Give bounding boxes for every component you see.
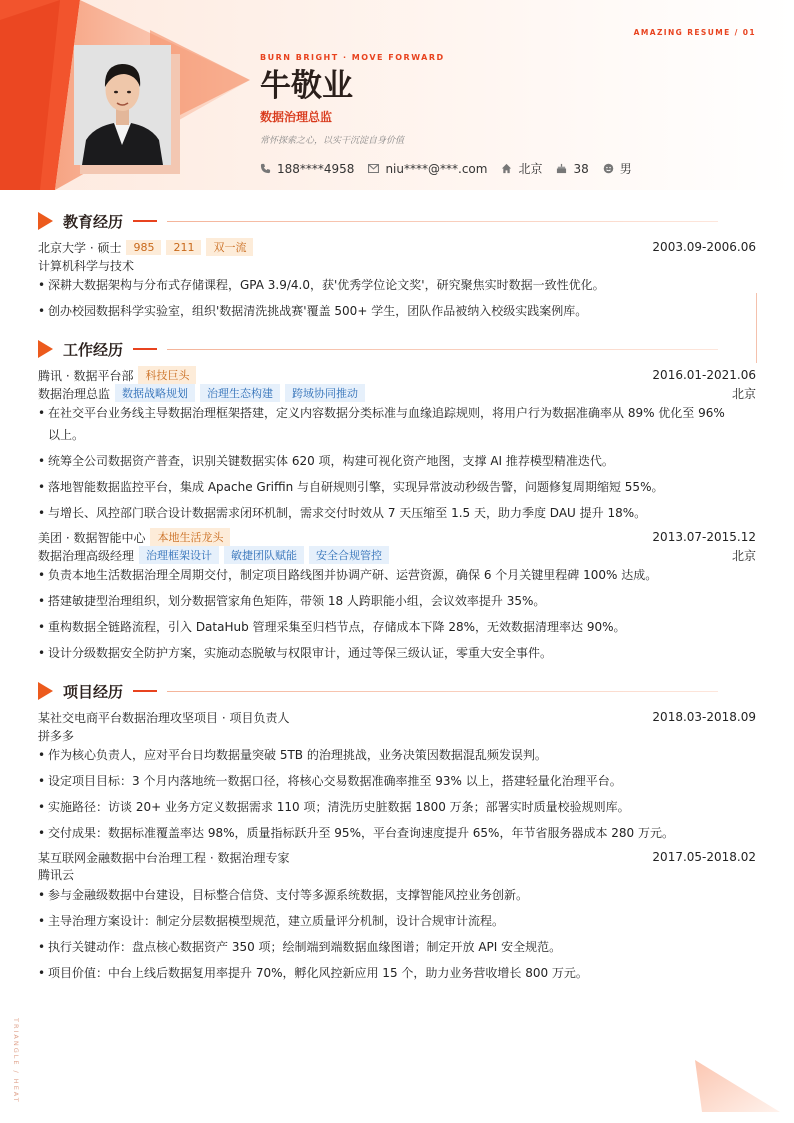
contact-city (501, 160, 542, 177)
contact-age (556, 162, 588, 176)
education-date: 2003.09-2006.06 (652, 240, 756, 254)
section-divider (167, 691, 718, 692)
role-tag: 治理生态构建 (200, 384, 280, 402)
education-tag: 211 (166, 240, 201, 255)
education-tag: 双一流 (206, 238, 253, 256)
project-bullet: • 项目价值：中台上线后数据复用率提升 70%，孵化风控新应用 15 个，助力业务营收增长 800 万元。 (38, 962, 748, 984)
work-date: 2013.07-2015.12 (652, 530, 756, 544)
cake-icon (556, 163, 567, 174)
work-bullet: • 在社交平台业务线主导数据治理框架搭建，定义内容数据分类标准与血缘追踪规则，将用户行为数据准确率从 89% 优化至 96% 以上。 (38, 402, 738, 446)
contact-email (368, 162, 487, 176)
work-entry-header (38, 528, 756, 546)
work-role-row (38, 546, 756, 564)
work-bullet: • 重构数据全链路流程，引入 DataHub 管理采集至归档节点，存储成本下降 28%，无效数据清理率达 90%。 (38, 616, 748, 638)
section-divider (167, 221, 718, 222)
company-name: 美团 · 数据智能中心 (38, 530, 146, 545)
work-bullet: • 搭建敏捷型治理组织，划分数据管家角色矩阵，带领 18 人跨职能小组，会议效率提升 35%。 (38, 590, 748, 612)
section-work (38, 339, 758, 359)
role-tag: 安全合规管控 (309, 546, 389, 564)
section-dash (133, 690, 157, 692)
section-education (38, 211, 758, 231)
project-bullet: • 实施路径：访谈 20+ 业务方定义数据需求 110 项；清洗历史脏数据 1800 万条；部署实时质量校验规则库。 (38, 796, 748, 818)
role-tag: 跨域协同推动 (285, 384, 365, 402)
job-title: 数据治理总监 (260, 110, 333, 124)
project-title: 某互联网金融数据中台治理工程 · 数据治理专家 (38, 850, 290, 865)
resume-tag: AMAZING RESUME / 01 (633, 28, 756, 37)
avatar (74, 45, 171, 165)
vertical-footer-text: TRIANGLE / HEAT (12, 1018, 20, 1104)
work-role-row (38, 384, 756, 402)
project-entry-header (38, 848, 756, 866)
section-projects (38, 681, 758, 701)
education-bullet: • 创办校园数据科学实验室，组织'数据清洗挑战赛'覆盖 500+ 学生，团队作品被纳入校级实践案例库。 (38, 300, 748, 322)
phone-icon (260, 163, 271, 174)
home-icon (501, 163, 512, 174)
project-date: 2017.05-2018.02 (652, 850, 756, 864)
user-icon (603, 163, 614, 174)
education-tag: 985 (126, 240, 161, 255)
work-date: 2016.01-2021.06 (652, 368, 756, 382)
project-bullet: • 设定项目目标：3 个月内落地统一数据口径，将核心交易数据准确率推至 93% 以上，搭建轻量化治理平台。 (38, 770, 748, 792)
triangle-icon (38, 340, 53, 358)
contact-phone (260, 162, 354, 176)
school-name: 北京大学 · 硕士 (38, 240, 122, 255)
education-bullet: • 深耕大数据架构与分布式存储课程，GPA 3.9/4.0，获'优秀学位论文奖'，研究聚焦实时数据一致性优化。 (38, 274, 748, 296)
company-tag: 科技巨头 (138, 366, 196, 384)
footer-decoration (690, 1060, 790, 1120)
motto: BURN BRIGHT · MOVE FORWARD (260, 53, 445, 62)
section-title-education: 教育经历 (63, 212, 124, 231)
profile-photo (74, 45, 171, 165)
work-bullet: • 负责本地生活数据治理全周期交付，制定项目路线图并协调产研、运营资源，确保 6 个月关键里程碑 100% 达成。 (38, 564, 748, 586)
education-entry (38, 238, 756, 256)
project-org: 腾讯云 (38, 868, 75, 882)
gender: 男 (619, 162, 632, 176)
project-title: 某社交电商平台数据治理攻坚项目 · 项目负责人 (38, 710, 290, 725)
section-divider (167, 349, 718, 350)
work-location: 北京 (731, 548, 756, 563)
triangle-icon (38, 682, 53, 700)
work-location: 北京 (731, 386, 756, 401)
work-entry-header (38, 366, 756, 384)
contact-gender (603, 160, 632, 177)
role-tag: 数据战略规划 (115, 384, 195, 402)
project-entry-header (38, 708, 756, 726)
contact-list (260, 160, 646, 177)
project-bullet: • 执行关键动作：盘点核心数据资产 350 项；绘制端到端数据血缘图谱；制定开放 API 安全规范。 (38, 936, 748, 958)
slogan: 常怀探索之心，以实干沉淀自身价值 (260, 136, 405, 146)
section-title-projects: 项目经历 (63, 682, 124, 701)
role-name: 数据治理总监 (38, 386, 111, 401)
work-bullet: • 与增长、风控部门联合设计数据需求闭环机制，需求交付时效从 7 天压缩至 1.5 天，助力季度 DAU 提升 18%。 (38, 502, 748, 524)
header-info (260, 53, 646, 177)
work-bullet: • 统筹全公司数据资产普查，识别关键数据实体 620 项，构建可视化资产地图，支撑 AI 推荐模型精准迭代。 (38, 450, 748, 472)
email-address: niu****@***.com (385, 161, 488, 176)
project-bullet: • 作为核心负责人，应对平台日均数据量突破 5TB 的治理挑战，业务决策因数据混乱频发误判。 (38, 744, 748, 766)
age: 38 (573, 161, 589, 176)
role-tag: 治理框架设计 (139, 546, 219, 564)
triangle-icon (38, 212, 53, 230)
phone-number: 188****4958 (277, 161, 355, 176)
email-icon (368, 164, 379, 173)
work-bullet: • 设计分级数据安全防护方案，实施动态脱敏与权限审计，通过等保三级认证，零重大安全事件。 (38, 642, 748, 664)
education-major: 计算机科学与技术 (38, 259, 135, 273)
project-bullet: • 参与金融级数据中台建设，目标整合信贷、支付等多源系统数据，支撑智能风控业务创新。 (38, 884, 748, 906)
project-date: 2018.03-2018.09 (652, 710, 756, 724)
company-tag: 本地生活龙头 (150, 528, 230, 546)
candidate-name: 牛敬业 (260, 68, 353, 104)
role-tag: 敏捷团队赋能 (224, 546, 304, 564)
role-name: 数据治理高级经理 (38, 548, 135, 563)
section-dash (133, 348, 157, 350)
project-bullet: • 交付成果：数据标准覆盖率达 98%，质量指标跃升至 95%，平台查询速度提升 65%，年节省服务器成本 280 万元。 (38, 822, 766, 844)
project-bullet: • 主导治理方案设计：制定分层数据模型规范，建立质量评分机制，设计合规审计流程。 (38, 910, 748, 932)
work-bullet: • 落地智能数据监控平台，集成 Apache Griffin 与自研规则引擎，实现异常波动秒级告警，问题修复周期缩短 55%。 (38, 476, 748, 498)
section-title-work: 工作经历 (63, 340, 124, 359)
project-org: 拼多多 (38, 729, 75, 743)
company-name: 腾讯 · 数据平台部 (38, 368, 134, 383)
city: 北京 (518, 162, 543, 176)
section-dash (133, 220, 157, 222)
